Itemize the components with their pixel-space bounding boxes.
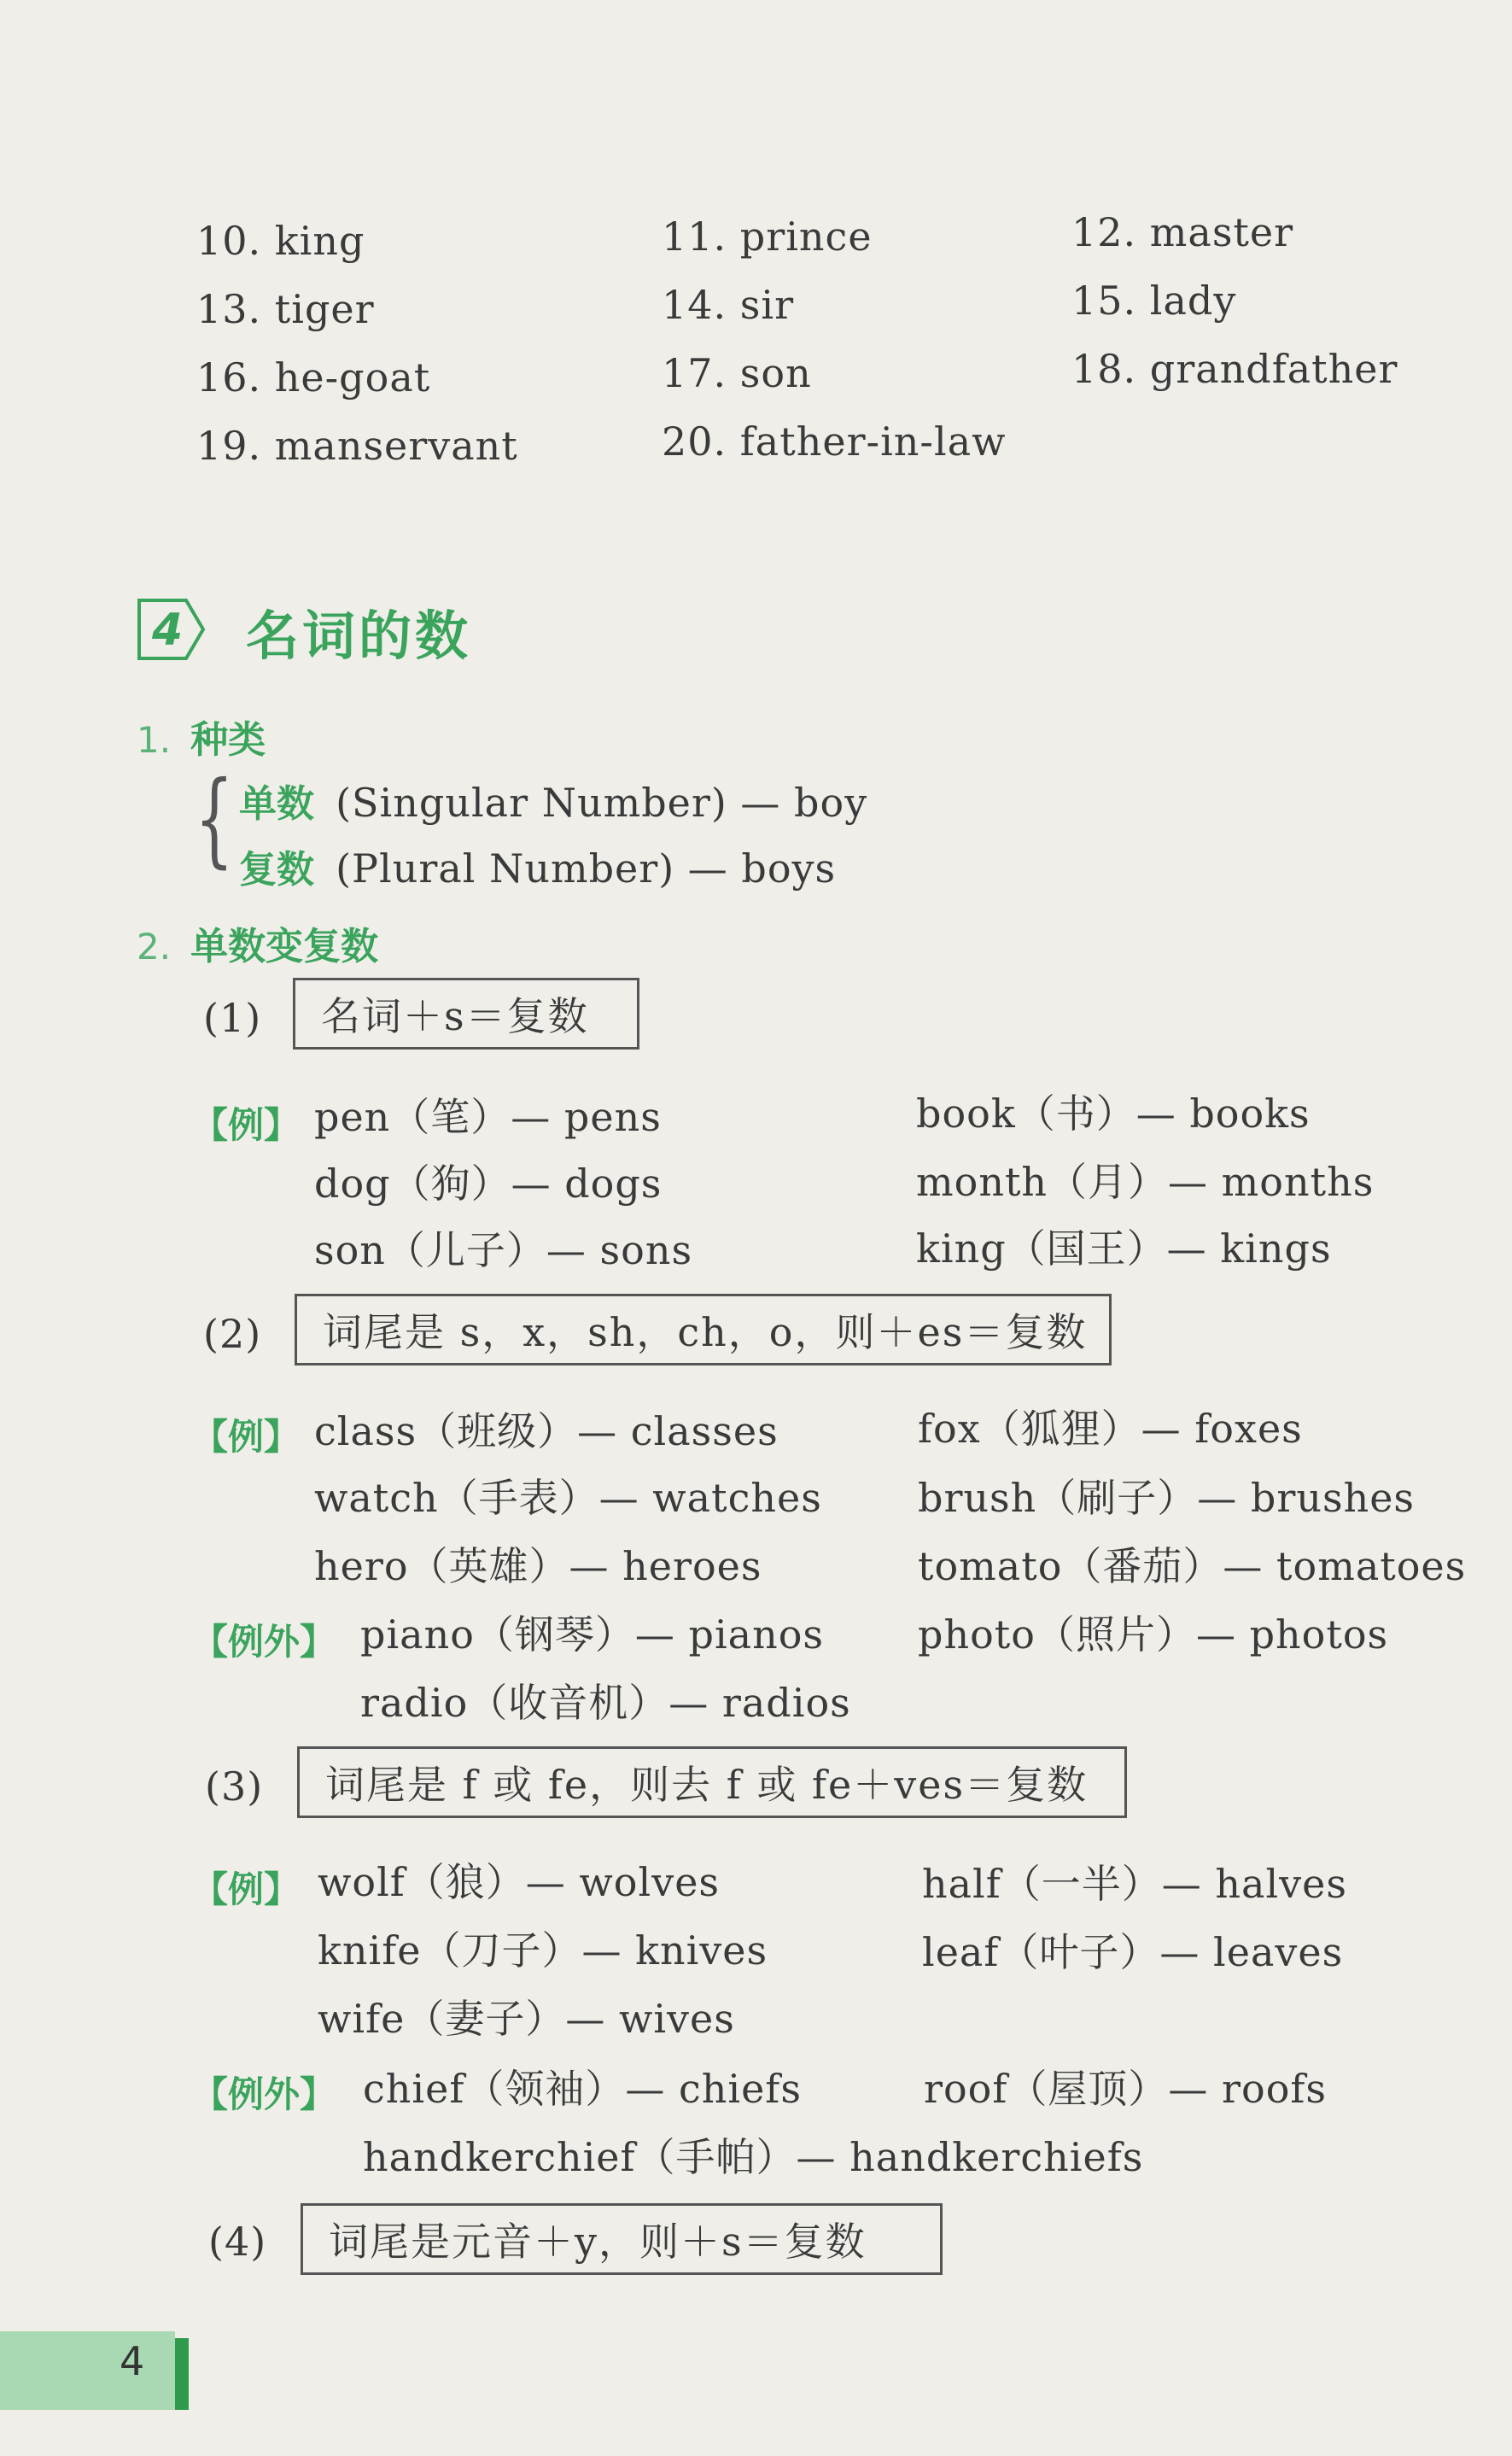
example-item: class（班级）— classes — [314, 1408, 779, 1454]
example-item: hero（英雄）— heroes — [314, 1543, 762, 1589]
rule-box: 词尾是 s，x，sh，ch，o，则＋es＝复数 — [295, 1294, 1112, 1365]
kind-singular: 单数 (Singular Number) — boy — [239, 780, 868, 826]
example-item: knife（刀子）— knives — [318, 1927, 768, 1974]
list-item: 11. prince — [662, 213, 873, 260]
example-label: 【例】 — [192, 1416, 301, 1458]
list-item: 20. father-in-law — [662, 418, 1007, 465]
section-title: 名词的数 — [246, 605, 472, 667]
example-item: wife（妻子）— wives — [318, 1996, 735, 2042]
example-item: king（国王）— kings — [916, 1225, 1332, 1272]
list-item: 19. manservant — [196, 423, 518, 469]
exception-item: piano（钢琴）— pianos — [360, 1611, 825, 1658]
kind-plural: 复数 (Plural Number) — boys — [239, 845, 837, 892]
rule-number: (3) — [205, 1763, 264, 1810]
example-label: 【例】 — [192, 1104, 301, 1146]
page-number: 4 — [120, 2338, 145, 2384]
example-item: leaf（叶子）— leaves — [922, 1929, 1344, 1975]
example-item: month（月）— months — [916, 1159, 1375, 1205]
example-item: book（书）— books — [916, 1091, 1311, 1137]
list-item: 18. grandfather — [1071, 346, 1398, 392]
list-item: 10. king — [196, 218, 365, 264]
rule-number: (1) — [203, 995, 262, 1041]
list-item: 17. son — [662, 350, 812, 396]
exception-item: chief（领袖）— chiefs — [363, 2066, 802, 2112]
list-item: 15. lady — [1071, 278, 1237, 324]
exception-item: handkerchief（手帕）— handkerchiefs — [363, 2134, 1144, 2180]
example-item: brush（刷子）— brushes — [918, 1475, 1416, 1521]
rule-number: (4) — [208, 2219, 267, 2265]
rule-box: 词尾是元音＋y，则＋s＝复数 — [301, 2203, 943, 2275]
rule-box: 名词＋s＝复数 — [293, 978, 639, 1050]
rule-box: 词尾是 f 或 fe，则去 f 或 fe＋ves＝复数 — [297, 1746, 1127, 1818]
page-tab-marker — [175, 2338, 189, 2410]
exception-item: radio（收音机）— radios — [360, 1680, 851, 1726]
example-item: pen（笔）— pens — [314, 1094, 662, 1140]
section-number: 4 — [152, 605, 184, 656]
example-item: dog（狗）— dogs — [314, 1161, 663, 1207]
brace-icon: { — [195, 760, 234, 879]
list-item: 16. he-goat — [196, 354, 431, 401]
subheading-plural-rules: 2. 单数变复数 — [137, 925, 379, 968]
list-item: 12. master — [1071, 209, 1294, 255]
example-item: son（儿子）— sons — [314, 1227, 693, 1273]
example-item: half（一半）— halves — [922, 1861, 1347, 1907]
example-item: fox（狐狸）— foxes — [918, 1406, 1303, 1452]
subheading-kinds: 1. 种类 — [137, 718, 266, 762]
rule-number: (2) — [203, 1311, 262, 1357]
list-item: 14. sir — [662, 282, 795, 328]
example-label: 【例】 — [192, 1868, 301, 1910]
exception-label: 【例外】 — [192, 2073, 336, 2115]
list-item: 13. tiger — [196, 286, 375, 332]
example-item: wolf（狼）— wolves — [318, 1859, 721, 1905]
exception-item: photo（照片）— photos — [918, 1611, 1389, 1658]
exception-item: roof（屋顶）— roofs — [924, 2066, 1328, 2112]
page-tab — [0, 2331, 175, 2410]
exception-label: 【例外】 — [192, 1621, 336, 1663]
example-item: tomato（番茄）— tomatoes — [918, 1543, 1467, 1589]
example-item: watch（手表）— watches — [314, 1475, 822, 1521]
